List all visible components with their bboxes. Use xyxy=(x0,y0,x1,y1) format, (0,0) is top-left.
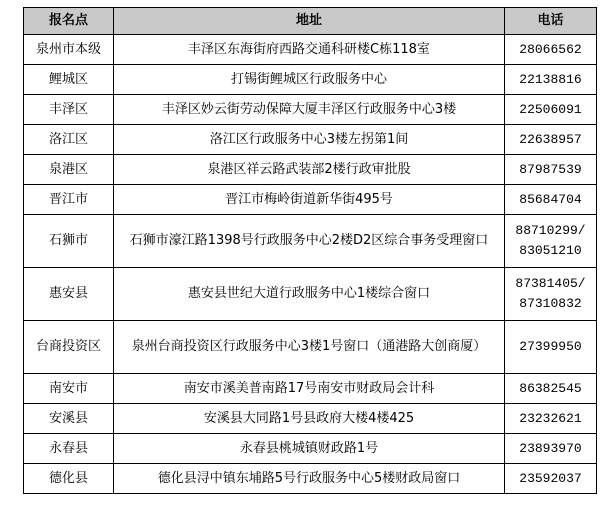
site-cell: 南安市 xyxy=(24,374,114,404)
table-row xyxy=(24,125,597,155)
table-row xyxy=(24,374,597,404)
address-cell: 惠安县世纪大道行政服务中心1楼综合窗口 xyxy=(114,268,505,321)
address-cell: 丰泽区妙云街劳动保障大厦丰泽区行政服务中心3楼 xyxy=(114,95,505,125)
address-cell: 永春县桃城镇财政路1号 xyxy=(114,434,505,464)
site-cell: 惠安县 xyxy=(24,268,114,321)
site-cell: 泉州市本级 xyxy=(24,35,114,65)
table-row xyxy=(24,434,597,464)
phone-cell: 27399950 xyxy=(505,321,597,374)
phone-cell: 22638957 xyxy=(505,125,597,155)
site-cell: 永春县 xyxy=(24,434,114,464)
table-row xyxy=(24,321,597,374)
phone-cell: 87381405/ 87310832 xyxy=(505,268,597,321)
site-cell: 石狮市 xyxy=(24,215,114,268)
address-cell: 南安市溪美普南路17号南安市财政局会计科 xyxy=(114,374,505,404)
address-cell: 安溪县大同路1号县政府大楼4楼425 xyxy=(114,404,505,434)
table-row xyxy=(24,155,597,185)
phone-cell: 87987539 xyxy=(505,155,597,185)
address-cell: 丰泽区东海街府西路交通科研楼C栋118室 xyxy=(114,35,505,65)
table-row xyxy=(24,95,597,125)
table-row xyxy=(24,464,597,494)
phone-cell: 28066562 xyxy=(505,35,597,65)
phone-cell: 86382545 xyxy=(505,374,597,404)
phone-cell: 85684704 xyxy=(505,185,597,215)
phone-cell: 23232621 xyxy=(505,404,597,434)
phone-cell: 23592037 xyxy=(505,464,597,494)
phone-cell: 22506091 xyxy=(505,95,597,125)
site-cell: 洛江区 xyxy=(24,125,114,155)
registration-sites-table xyxy=(23,7,597,494)
address-cell: 德化县浔中镇东埔路5号行政服务中心5楼财政局窗口 xyxy=(114,464,505,494)
table-row xyxy=(24,185,597,215)
site-cell: 丰泽区 xyxy=(24,95,114,125)
table-row xyxy=(24,268,597,321)
phone-cell: 22138816 xyxy=(505,65,597,95)
site-cell: 安溪县 xyxy=(24,404,114,434)
registration-sites-table-container xyxy=(23,7,597,494)
address-cell: 石狮市濠江路1398号行政服务中心2楼D2区综合事务受理窗口 xyxy=(114,215,505,268)
table-header-row xyxy=(24,8,597,35)
site-cell: 泉港区 xyxy=(24,155,114,185)
table-row xyxy=(24,65,597,95)
phone-cell: 88710299/ 83051210 xyxy=(505,215,597,268)
table-row xyxy=(24,35,597,65)
address-cell: 晋江市梅岭街道新华街495号 xyxy=(114,185,505,215)
address-cell: 泉港区祥云路武装部2楼行政审批股 xyxy=(114,155,505,185)
header-phone: 电话 xyxy=(505,8,597,35)
site-cell: 晋江市 xyxy=(24,185,114,215)
address-cell: 打锡街鲤城区行政服务中心 xyxy=(114,65,505,95)
header-address: 地址 xyxy=(114,8,505,35)
table-row xyxy=(24,215,597,268)
address-cell: 泉州台商投资区行政服务中心3楼1号窗口（通港路大创商厦） xyxy=(114,321,505,374)
address-cell: 洛江区行政服务中心3楼左拐第1间 xyxy=(114,125,505,155)
site-cell: 鲤城区 xyxy=(24,65,114,95)
header-site: 报名点 xyxy=(24,8,114,35)
phone-cell: 23893970 xyxy=(505,434,597,464)
site-cell: 台商投资区 xyxy=(24,321,114,374)
site-cell: 德化县 xyxy=(24,464,114,494)
table-row xyxy=(24,404,597,434)
